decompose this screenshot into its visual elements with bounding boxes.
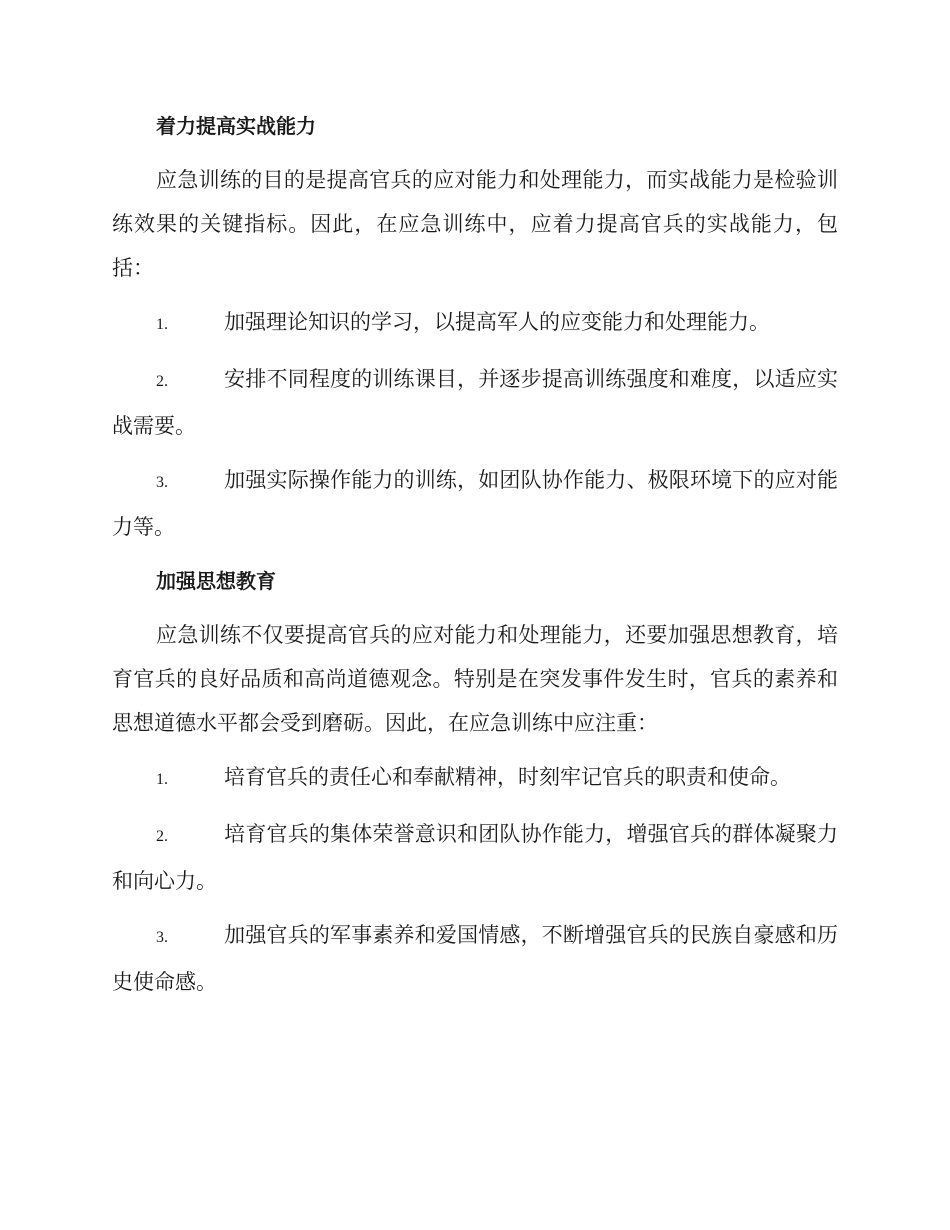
- section-heading: 着力提高实战能力: [156, 114, 316, 138]
- list-item: [112, 357, 838, 448]
- section-intro-paragraph: 应急训练的目的是提高官兵的应对能力和处理能力，而实战能力是检验训练效果的关键指标。因此，在应急训练中，应着力提高官兵的实战能力，包括：: [112, 168, 838, 280]
- list-number: 2.: [156, 373, 168, 390]
- list-item-text: 培育官兵的集体荣誉意识和团队协作能力，增强官兵的群体凝聚力和向心力。: [112, 822, 838, 893]
- list-item-text: 安排不同程度的训练课目，并逐步提高训练强度和难度，以适应实战需要。: [112, 367, 838, 438]
- list-number: 1.: [156, 771, 168, 788]
- list-number: 2.: [156, 828, 168, 845]
- document-page: [112, 104, 838, 1014]
- list-item-text: 培育官兵的责任心和奉献精神，时刻牢记官兵的职责和使命。: [224, 765, 791, 789]
- list-item: [112, 913, 838, 1004]
- list-item: [112, 458, 838, 549]
- section-heading: 加强思想教育: [156, 569, 276, 593]
- list-item-text: 加强理论知识的学习，以提高军人的应变能力和处理能力。: [224, 310, 770, 334]
- list-item: [112, 300, 838, 347]
- list-item: [112, 812, 838, 903]
- list-item-text: 加强实际操作能力的训练，如团队协作能力、极限环境下的应对能力等。: [112, 468, 838, 539]
- section-intro-paragraph: 应急训练不仅要提高官兵的应对能力和处理能力，还要加强思想教育，培育官兵的良好品质和高尚道德观念。特别是在突发事件发生时，官兵的素养和思想道德水平都会受到磨砺。因此，在应急训练中应注重：: [112, 623, 838, 735]
- list-item-text: 加强官兵的军事素养和爱国情感，不断增强官兵的民族自豪感和历史使命感。: [112, 923, 838, 994]
- list-item: [112, 755, 838, 802]
- list-number: 3.: [156, 474, 168, 491]
- list-number: 3.: [156, 929, 168, 946]
- list-number: 1.: [156, 316, 168, 333]
